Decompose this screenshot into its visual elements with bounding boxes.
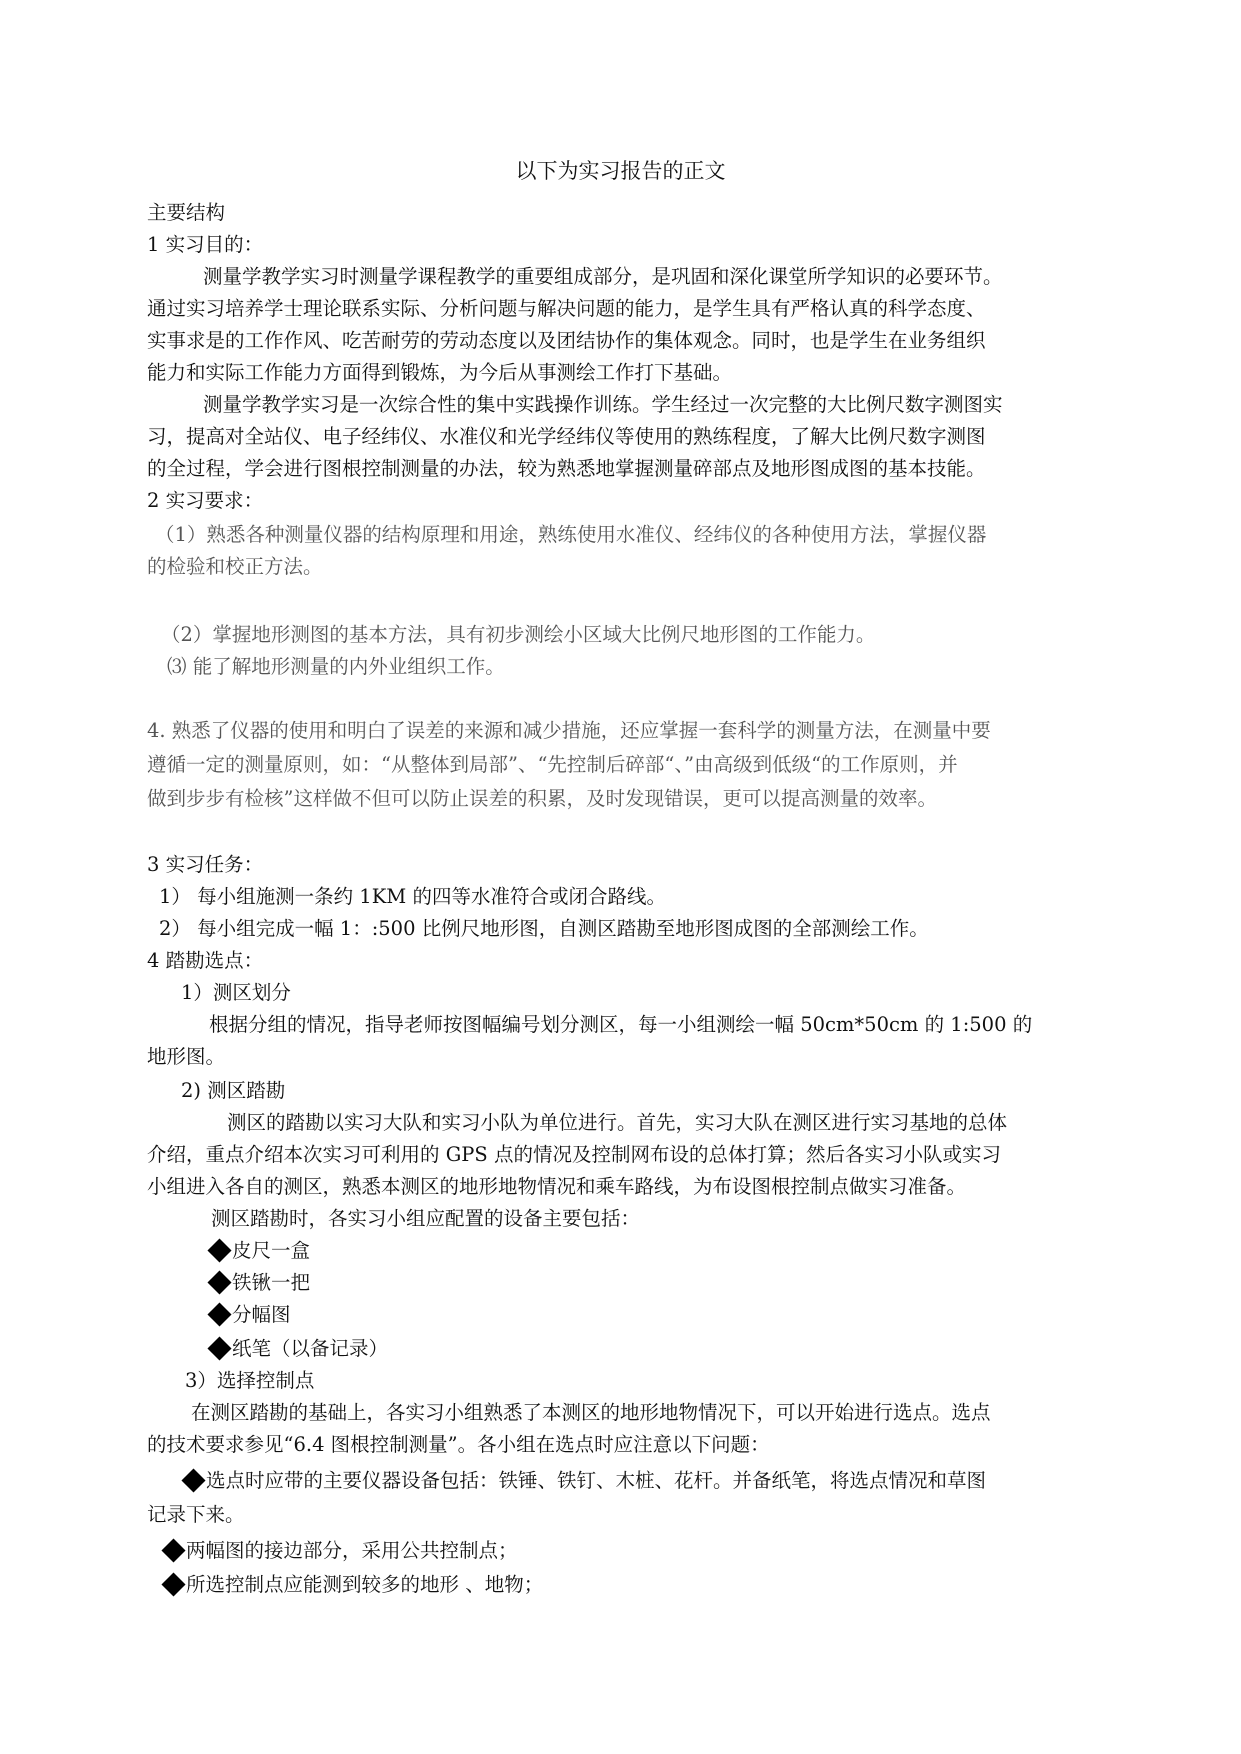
equipment-item: 皮尺一盒 xyxy=(211,1238,310,1264)
task-2: 2） 每小组完成一幅 1：:500 比例尺地形图，自测区踏勘至地形图成图的全部测绘工作。 xyxy=(159,917,929,940)
diamond-bullet-icon xyxy=(161,1572,185,1596)
section-2-heading: 2 实习要求： xyxy=(147,489,264,512)
diamond-bullet-icon xyxy=(207,1270,231,1294)
paragraph-line: 的全过程，学会进行图根控制测量的办法，较为熟悉地掌握测量碎部点及地形图成图的基本技能。 xyxy=(147,457,986,480)
note-continuation: 记录下来。 xyxy=(147,1503,245,1526)
requirement-4-line: 4. 熟悉了仪器的使用和明白了误差的来源和减少措施，还应掌握一套科学的测量方法，在测量中要 xyxy=(147,719,991,742)
note-item: 选点时应带的主要仪器设备包括：铁锤、铁钉、木桩、花杆。并备纸笔，将选点情况和草图 xyxy=(185,1468,986,1494)
paragraph-line: 习，提高对全站仪、电子经纬仪、水准仪和光学经纬仪等使用的熟练程度，了解大比例尺数字测图 xyxy=(147,425,986,448)
paragraph-line: 介绍，重点介绍本次实习可利用的 GPS 点的情况及控制网布设的总体打算；然后各实习小队或实习 xyxy=(147,1143,1001,1166)
equipment-item: 纸笔（以备记录） xyxy=(211,1336,388,1362)
paragraph-line: 测区踏勘时，各实习小组应配置的设备主要包括： xyxy=(211,1207,641,1230)
document-title: 以下为实习报告的正文 xyxy=(515,159,726,183)
paragraph-line: 通过实习培养学士理论联系实际、分析问题与解决问题的能力，是学生具有严格认真的科学态度、 xyxy=(147,297,986,320)
diamond-bullet-icon xyxy=(181,1468,205,1492)
paragraph-line: 地形图。 xyxy=(147,1045,226,1068)
paragraph-line: 在测区踏勘的基础上，各实习小组熟悉了本测区的地形地物情况下，可以开始进行选点。选点 xyxy=(191,1401,991,1424)
main-structure-heading: 主要结构 xyxy=(147,201,226,224)
subsection-heading: 1）测区划分 xyxy=(181,981,291,1004)
requirement-1-line: 的检验和校正方法。 xyxy=(147,555,323,578)
paragraph-line: 实事求是的工作作风、吃苦耐劳的劳动态度以及团结协作的集体观念。同时，也是学生在业务组织 xyxy=(147,329,986,352)
requirement-4-line: 做到步步有检核”这样做不但可以防止误差的积累，及时发现错误，更可以提高测量的效率。 xyxy=(147,787,937,810)
note-item: 所选控制点应能测到较多的地形 、地物； xyxy=(165,1572,543,1598)
section-3-heading: 3 实习任务： xyxy=(147,853,264,876)
section-1-heading: 1 实习目的： xyxy=(147,233,264,256)
paragraph-line: 的技术要求参见“6.4 图根控制测量”。各小组在选点时应注意以下问题： xyxy=(147,1433,770,1456)
diamond-bullet-icon xyxy=(207,1302,231,1326)
diamond-bullet-icon xyxy=(207,1238,231,1262)
task-1: 1） 每小组施测一条约 1KM 的四等水准符合或闭合路线。 xyxy=(159,885,666,908)
paragraph-line: 测区的踏勘以实习大队和实习小队为单位进行。首先，实习大队在测区进行实习基地的总体 xyxy=(227,1111,1008,1134)
diamond-bullet-icon xyxy=(161,1538,185,1562)
requirement-1-line: （1）熟悉各种测量仪器的结构原理和用途，熟练使用水准仪、经纬仪的各种使用方法，掌握仪器 xyxy=(155,523,987,546)
subsection-heading: 3）选择控制点 xyxy=(185,1369,315,1392)
section-4-heading: 4 踏勘选点： xyxy=(147,949,264,972)
paragraph-line: 测量学教学实习时测量学课程教学的重要组成部分，是巩固和深化课堂所学知识的必要环节。 xyxy=(203,265,1003,288)
paragraph-line: 小组进入各自的测区，熟悉本测区的地形地物情况和乘车路线，为布设图根控制点做实习准备。 xyxy=(147,1175,967,1198)
note-item: 两幅图的接边部分，采用公共控制点； xyxy=(165,1538,518,1564)
equipment-item: 铁锹一把 xyxy=(211,1270,310,1296)
requirement-3: ⑶ 能了解地形测量的内外业组织工作。 xyxy=(167,655,505,678)
paragraph-line: 测量学教学实习是一次综合性的集中实践操作训练。学生经过一次完整的大比例尺数字测图实 xyxy=(203,393,1003,416)
requirement-2: （2）掌握地形测图的基本方法，具有初步测绘小区域大比例尺地形图的工作能力。 xyxy=(161,623,876,646)
equipment-item: 分幅图 xyxy=(211,1302,291,1328)
paragraph-line: 能力和实际工作能力方面得到锻炼，为今后从事测绘工作打下基础。 xyxy=(147,361,733,384)
diamond-bullet-icon xyxy=(207,1336,231,1360)
subsection-heading: 2) 测区踏勘 xyxy=(181,1079,286,1102)
paragraph-line: 根据分组的情况，指导老师按图幅编号划分测区，每一小组测绘一幅 50cm*50cm 的 1:500 的 xyxy=(209,1013,1033,1036)
requirement-4-line: 遵循一定的测量原则，如：“从整体到局部”、“先控制后碎部“、”由高级到低级“的工作原则，并 xyxy=(147,753,958,776)
